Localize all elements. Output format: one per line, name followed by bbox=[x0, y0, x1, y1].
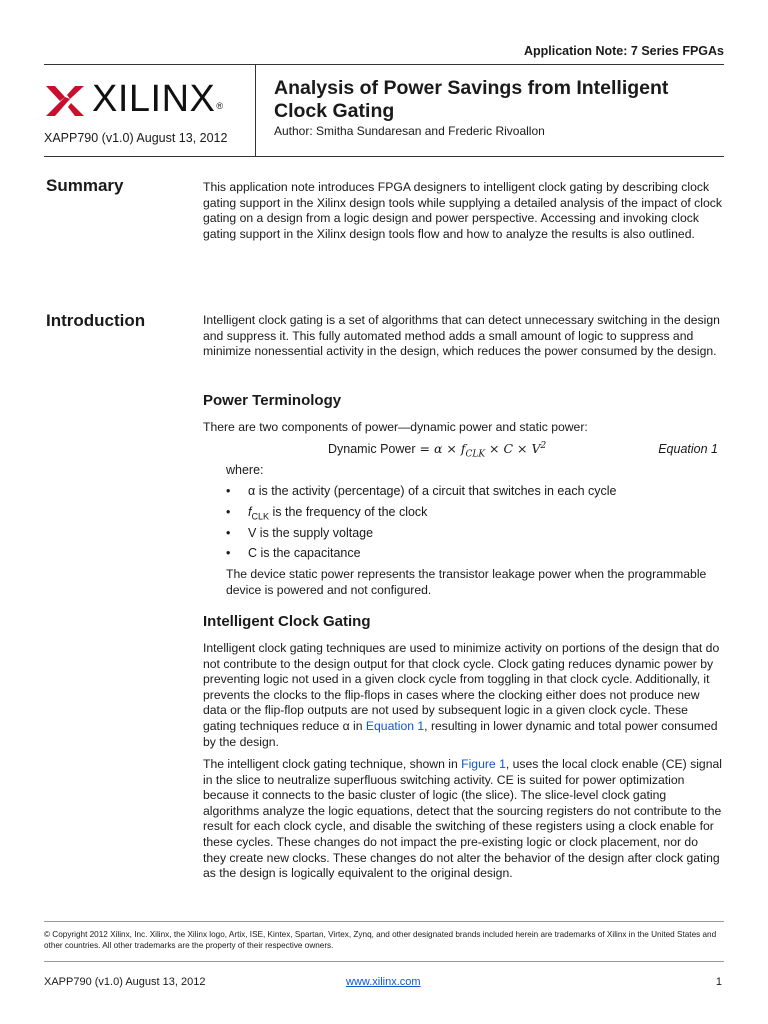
footer-rule-top bbox=[44, 921, 724, 922]
footer-doc-id: XAPP790 (v1.0) August 13, 2012 bbox=[44, 976, 206, 988]
author-line: Author: Smitha Sundaresan and Frederic Rivoallon bbox=[274, 124, 545, 138]
document-title: Analysis of Power Savings from Intelligent Clock Gating bbox=[274, 77, 669, 122]
header-top-rule bbox=[44, 64, 724, 65]
website-link[interactable]: www.xilinx.com bbox=[346, 976, 421, 988]
bullet-marker: • bbox=[226, 484, 231, 498]
icg-paragraph-2: The intelligent clock gating technique, shown in Figure 1, uses the local clock enable (CE) signal in the slice to neutralize superfluous switching activity. CE is suited for power optimization because it connects to the basic cluster of logic (the slice). The slice-level clock gating algorithms analyze the logic equations, detect that the sourcing registers do not contribute to the result for each clock cycle, and disable the switching of these registers using a clock enable for these cycles. These changes do not impact the pre-existing logic or clock placement, nor do they create new clocks. These changes do not alter the behavior of the design after clock gating as the design is logically equivalent to the original design. bbox=[203, 757, 722, 881]
xilinx-logo-text: XILINX® bbox=[92, 78, 224, 120]
summary-heading: Summary bbox=[46, 176, 124, 195]
equation-number: Equation 1 bbox=[658, 442, 718, 456]
icg-heading: Intelligent Clock Gating bbox=[203, 613, 371, 630]
bullet-marker: • bbox=[226, 546, 231, 560]
header-bottom-rule bbox=[44, 156, 724, 157]
power-terminology-intro: There are two components of power—dynamic power and static power: bbox=[203, 420, 588, 434]
dynamic-power-equation: Dynamic Power = $\alpha \times f_{CLK} \times C \times V^2$ bbox=[328, 441, 547, 460]
static-power-text: The device static power represents the transistor leakage power when the programmable device is powered and not configured. bbox=[226, 567, 707, 597]
bullet-frequency: $f_{CLK}$ is the frequency of the clock bbox=[248, 505, 428, 522]
bullet-marker: • bbox=[226, 526, 231, 540]
page-number: 1 bbox=[715, 976, 722, 988]
introduction-heading: Introduction bbox=[46, 311, 146, 330]
bullet-voltage: V is the supply voltage bbox=[248, 526, 374, 540]
summary-text: This application note introduces FPGA designers to intelligent clock gating by describing clock gating support in the Xilinx design tools while supplying a detailed analysis of the impact of clock gating on a design from a logic design and power perspective. Accessing and invoking clock gating support in the Xilinx design tools flow and how to analyze the results is also outlined. bbox=[203, 180, 722, 241]
introduction-text: Intelligent clock gating is a set of algorithms that can detect unnecessary switching in the design and suppress it. This fully automated method adds a small amount of logic to suppress and minimize nonessential activity in the design, which reduces the power consumed by the design. bbox=[203, 313, 720, 359]
where-label: where: bbox=[226, 463, 264, 477]
doc-id-date: XAPP790 (v1.0) August 13, 2012 bbox=[44, 131, 228, 145]
icg-paragraph-1: Intelligent clock gating techniques are used to minimize activity on portions of the design that do not contribute to the design output for that clock cycle. Clock gating reduces dynamic power by preventing logic not used in a given clock cycle from toggling in that clock cycle. Additionally, it prevents the clocks to the flip-flops in cases where the clocking either does not produce new data or the flip-flop outputs are not used by subsequent logic in a given clock cycle. These gating techniques reduce α in Equation 1, resulting in lower dynamic and total power consumed by the design. bbox=[203, 641, 720, 749]
figure-1-link[interactable]: Figure 1 bbox=[461, 757, 506, 771]
xilinx-logo-icon bbox=[46, 86, 84, 116]
bullet-capacitance: C is the capacitance bbox=[248, 546, 361, 560]
header-divider bbox=[255, 64, 256, 156]
app-note-label: Application Note: 7 Series FPGAs bbox=[523, 44, 724, 58]
bullet-activity: α is the activity (percentage) of a circuit that switches in each cycle bbox=[248, 484, 617, 498]
power-terminology-heading: Power Terminology bbox=[203, 392, 342, 409]
footer-rule-bottom bbox=[44, 961, 724, 962]
bullet-marker: • bbox=[226, 505, 231, 519]
equation-1-link[interactable]: Equation 1 bbox=[365, 718, 425, 733]
copyright-notice: © Copyright 2012 Xilinx, Inc. Xilinx, the Xilinx logo, Artix, ISE, Kintex, Spartan, Virtex, Zynq, and other designated brands included herein are trademarks of Xilinx in the United States and other countries. All other trademarks are the property of their respective owners. bbox=[44, 930, 717, 950]
